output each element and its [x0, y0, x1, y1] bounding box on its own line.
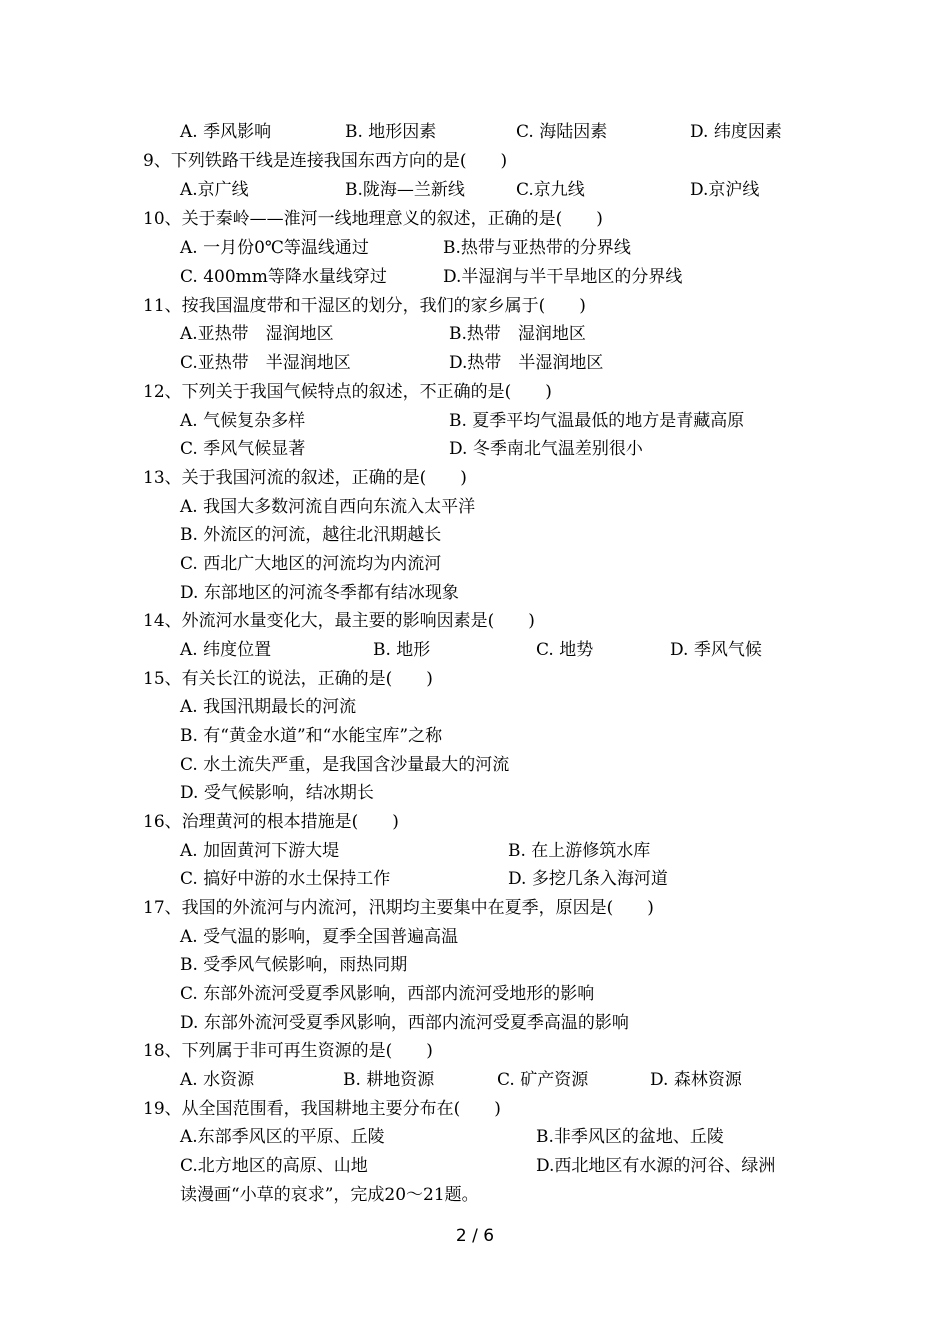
q16-stem: 16、治理黄河的根本措施是( )	[143, 812, 399, 832]
q19-stem: 19、从全国范围看，我国耕地主要分布在( )	[143, 1099, 501, 1119]
q17-option-b: B. 受季风气候影响，雨热同期	[180, 955, 408, 975]
q9-option-c: C.京九线	[516, 180, 585, 200]
q12-option-d: D. 冬季南北气温差别很小	[449, 439, 643, 459]
q13-stem: 13、关于我国河流的叙述，正确的是( )	[143, 468, 467, 488]
q11-option-d: D.热带 半湿润地区	[449, 353, 604, 373]
q16-option-b: B. 在上游修筑水库	[508, 841, 651, 861]
q12-option-b: B. 夏季平均气温最低的地方是青藏高原	[449, 411, 745, 431]
q10-stem: 10、关于秦岭——淮河一线地理意义的叙述，正确的是( )	[143, 209, 603, 229]
q18-stem: 18、下列属于非可再生资源的是( )	[143, 1041, 433, 1061]
q14-option-a: A. 纬度位置	[180, 640, 272, 660]
q10-option-c: C. 400mm等降水量线穿过	[180, 267, 387, 287]
q9-stem: 9、下列铁路干线是连接我国东西方向的是( )	[143, 151, 508, 171]
q8-option-c: C. 海陆因素	[516, 122, 608, 142]
q18-option-d: D. 森林资源	[650, 1070, 742, 1090]
q10-option-b: B.热带与亚热带的分界线	[443, 238, 631, 258]
q15-option-a: A. 我国汛期最长的河流	[180, 697, 357, 717]
q12-stem: 12、下列关于我国气候特点的叙述，不正确的是( )	[143, 382, 552, 402]
q9-option-d: D.京沪线	[690, 180, 760, 200]
q16-option-a: A. 加固黄河下游大堤	[180, 841, 340, 861]
q18-option-b: B. 耕地资源	[343, 1070, 435, 1090]
q11-stem: 11、按我国温度带和干湿区的划分，我们的家乡属于( )	[143, 296, 586, 316]
q19-option-d: D.西北地区有水源的河谷、绿洲	[536, 1156, 776, 1176]
q15-option-d: D. 受气候影响，结冰期长	[180, 783, 374, 803]
q14-stem: 14、外流河水量变化大，最主要的影响因素是( )	[143, 611, 535, 631]
q12-option-c: C. 季风气候显著	[180, 439, 306, 459]
q14-option-b: B. 地形	[373, 640, 431, 660]
q17-option-d: D. 东部外流河受夏季风影响，西部内流河受夏季高温的影响	[180, 1013, 629, 1033]
q11-option-b: B.热带 湿润地区	[449, 324, 586, 344]
q19-option-c: C.北方地区的高原、山地	[180, 1156, 368, 1176]
q14-option-c: C. 地势	[536, 640, 594, 660]
q8-option-b: B. 地形因素	[345, 122, 437, 142]
q17-stem: 17、我国的外流河与内流河，汛期均主要集中在夏季，原因是( )	[143, 898, 654, 918]
q10-option-d: D.半湿润与半干旱地区的分界线	[443, 267, 683, 287]
q11-option-c: C.亚热带 半湿润地区	[180, 353, 351, 373]
q9-option-a: A.京广线	[180, 180, 249, 200]
q15-stem: 15、有关长江的说法，正确的是( )	[143, 669, 433, 689]
q13-option-d: D. 东部地区的河流冬季都有结冰现象	[180, 583, 459, 603]
q12-option-a: A. 气候复杂多样	[180, 411, 306, 431]
q18-option-a: A. 水资源	[180, 1070, 255, 1090]
q16-option-d: D. 多挖几条入海河道	[508, 869, 668, 889]
q15-option-b: B. 有“黄金水道”和“水能宝库”之称	[180, 726, 443, 746]
q13-option-c: C. 西北广大地区的河流均为内流河	[180, 554, 442, 574]
q15-option-c: C. 水土流失严重，是我国含沙量最大的河流	[180, 755, 510, 775]
q10-option-a: A. 一月份0℃等温线通过	[180, 238, 369, 258]
q9-option-b: B.陇海—兰新线	[345, 180, 465, 200]
q20-21-intro: 读漫画“小草的哀求”，完成20～21题。	[180, 1185, 479, 1205]
q17-option-a: A. 受气温的影响，夏季全国普遍高温	[180, 927, 459, 947]
q18-option-c: C. 矿产资源	[497, 1070, 589, 1090]
q19-option-b: B.非季风区的盆地、丘陵	[536, 1127, 724, 1147]
q8-option-d: D. 纬度因素	[690, 122, 782, 142]
q11-option-a: A.亚热带 湿润地区	[180, 324, 334, 344]
q16-option-c: C. 搞好中游的水土保持工作	[180, 869, 391, 889]
q8-option-a: A. 季风影响	[180, 122, 272, 142]
q17-option-c: C. 东部外流河受夏季风影响，西部内流河受地形的影响	[180, 984, 595, 1004]
q14-option-d: D. 季风气候	[670, 640, 762, 660]
page-number: 2 / 6	[455, 1226, 495, 1246]
q13-option-a: A. 我国大多数河流自西向东流入太平洋	[180, 497, 476, 517]
q19-option-a: A.东部季风区的平原、丘陵	[180, 1127, 385, 1147]
q13-option-b: B. 外流区的河流，越往北汛期越长	[180, 525, 442, 545]
